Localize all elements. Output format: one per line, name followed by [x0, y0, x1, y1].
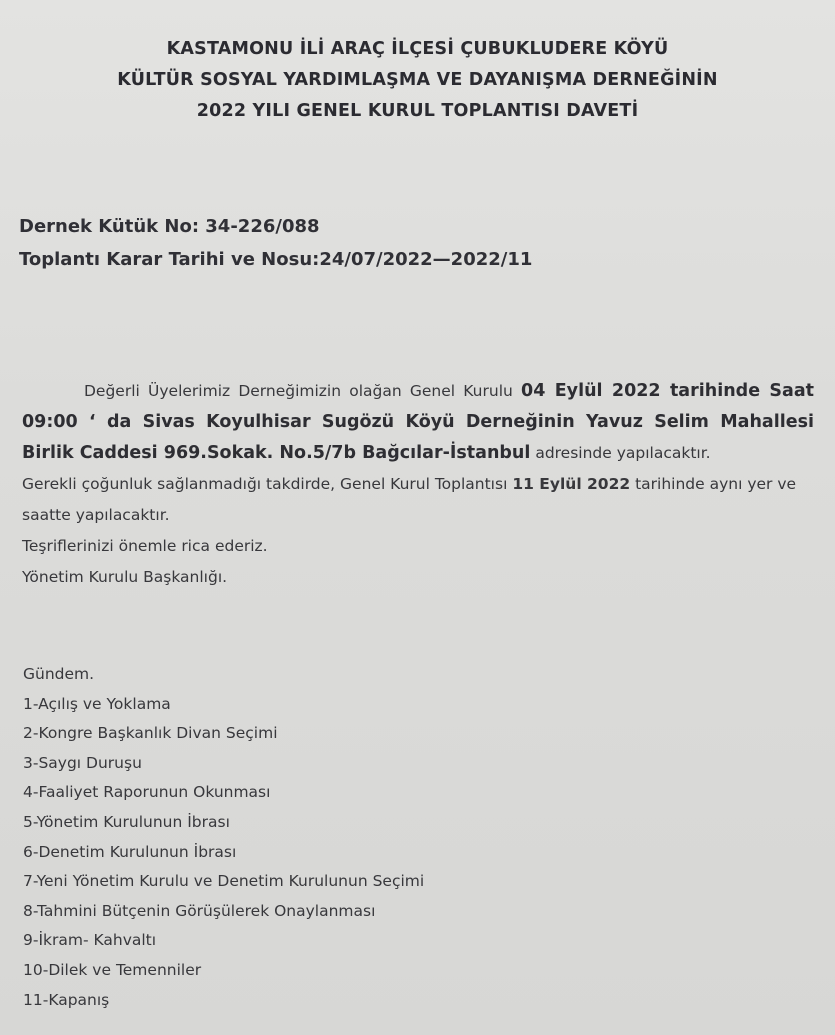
title-line-1: KASTAMONU İLİ ARAÇ İLÇESİ ÇUBUKLUDERE KÖYÜ: [166, 39, 669, 59]
agenda-item: 2-Kongre Başkanlık Divan Seçimi: [23, 724, 278, 743]
registry-number: Dernek Kütük No: 34-226/088: [19, 216, 320, 237]
agenda: [23, 660, 424, 1015]
invitation-text-a: Değerli Üyelerimiz Derneğimizin olağan Genel Kurulu: [84, 382, 522, 400]
meta-block: [19, 210, 532, 276]
meeting-date-location: 04 Eylül 2022 tarihinde Saat 09:00 ‘ da Sivas Koyulhisar Sugözü Köyü Derneğinin Yavuz Selim Mahallesi Birlik Caddesi 969.Sokak. No.5/7b Bağcılar-İstanbul: [22, 381, 814, 463]
agenda-item: 6-Denetim Kurulunun İbrası: [23, 842, 237, 861]
fallback-paragraph: [22, 469, 814, 531]
agenda-heading: Gündem.: [23, 665, 95, 683]
fallback-text-a: Gerekli çoğunluk sağlanmadığı takdirde, Genel Kurul Toplantısı: [22, 475, 513, 493]
agenda-item: 9-İkram- Kahvaltı: [23, 931, 157, 950]
fallback-date: 11 Eylül 2022: [512, 475, 631, 493]
agenda-item: 7-Yeni Yönetim Kurulu ve Denetim Kurulunun Seçimi: [23, 872, 425, 891]
document-title: [0, 34, 835, 127]
agenda-item: 3-Saygı Duruşu: [23, 753, 142, 772]
decision-date-number: Toplantı Karar Tarihi ve Nosu:24/07/2022—2022/11: [19, 249, 533, 270]
closing-line: Teşriflerinizi önemle rica ederiz.: [22, 537, 268, 555]
invitation-paragraph: [22, 376, 814, 469]
title-line-3: 2022 YILI GENEL KURUL TOPLANTISI DAVETİ: [196, 101, 639, 121]
agenda-item: 4-Faaliyet Raporunun Okunması: [23, 783, 271, 802]
agenda-item: 11-Kapanış: [23, 990, 110, 1009]
title-line-2: KÜLTÜR SOSYAL YARDIMLAŞMA VE DAYANIŞMA DERNEĞİNİN: [117, 70, 718, 90]
agenda-item: 5-Yönetim Kurulunun İbrası: [23, 812, 230, 831]
invitation-text-c: adresinde yapılacaktır.: [530, 444, 711, 462]
fallback-text-c: tarihinde aynı yer ve saatte yapılacaktır.: [22, 475, 797, 524]
signature-line: Yönetim Kurulu Başkanlığı.: [22, 568, 228, 586]
agenda-item: 1-Açılış ve Yoklama: [23, 694, 171, 713]
agenda-item: 10-Dilek ve Temenniler: [23, 960, 202, 979]
invitation-body: [22, 376, 814, 593]
agenda-item: 8-Tahmini Bütçenin Görüşülerek Onaylanması: [23, 901, 376, 920]
